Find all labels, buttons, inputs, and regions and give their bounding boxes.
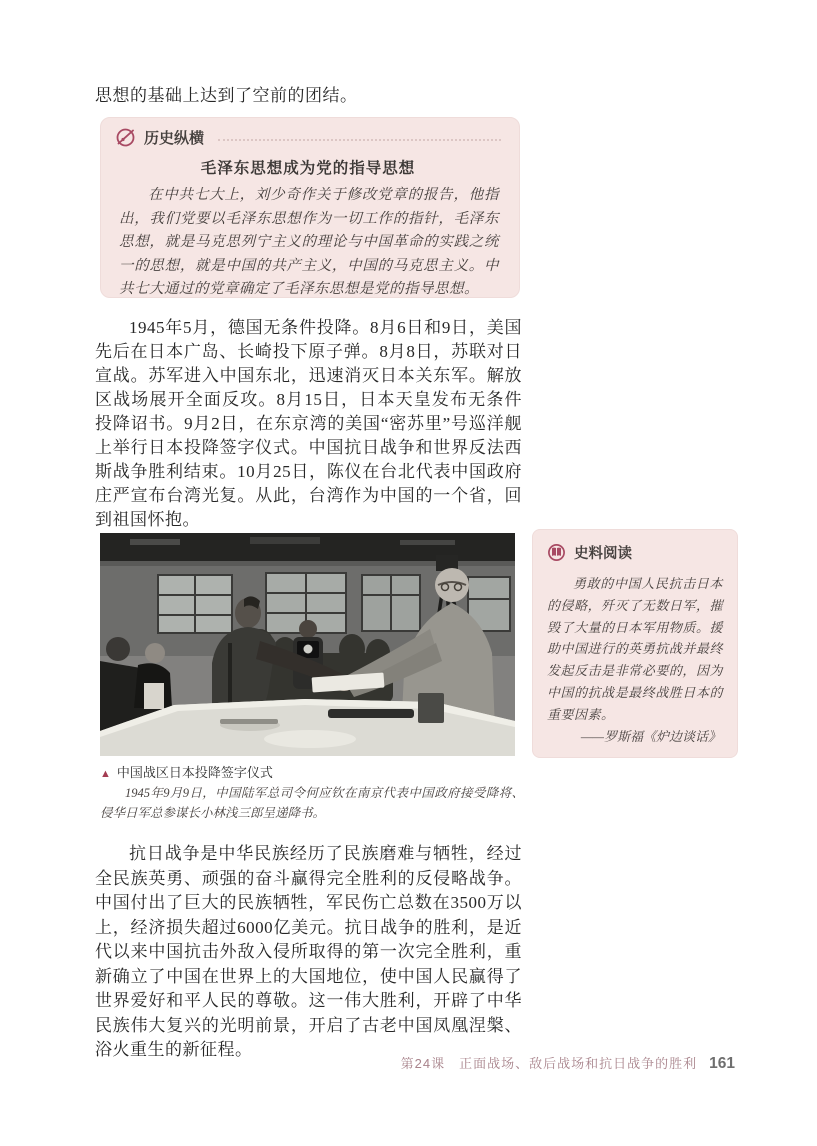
history-box-label: 历史纵横	[144, 130, 205, 147]
history-box-body: 在中共七大上，刘少奇作关于修改党章的报告，他指出，我们党要以毛泽东思想作为一切工作的指针，毛泽东思想，就是马克思列宁主义的理论与中国革命的实践之统一的思想，就是中国的共产主义，中国的马克思主义。中共七大通过的党章确定了毛泽东思想是党的指导思想。	[119, 187, 499, 297]
main-paragraph-1: 1945年5月，德国无条件投降。8月6日和9日，美国先后在日本广岛、长崎投下原子弹。8月8日，苏联对日宣战。苏军进入中国东北，迅速消灭日本关东军。解放区战场展开全面反攻。8月15日，日本天皇发布无条件投降诏书。9月2日，在东京湾的美国“密苏里”号巡洋舰上举行日本投降签字仪式。中国抗日战争和世界反法西斯战争胜利结束。10月25日，陈仪在台北代表中国政府庄严宣布台湾光复。从此，台湾作为中国的一个省，回到祖国怀抱。	[95, 318, 522, 529]
footer-page-number: 161	[709, 1055, 735, 1072]
surrender-photo-image	[100, 533, 515, 756]
source-box-body: 勇敢的中国人民抗击日本的侵略，歼灭了无数日军，摧毁了大量的日本军用物质。援助中国进行的英勇抗战并最终发起反击是非常必要的，因为中国的抗战是最终战胜日本的重要因素。	[547, 576, 723, 722]
source-reading-box	[532, 529, 738, 758]
source-box-label: 史料阅读	[574, 546, 632, 562]
source-box-attribution: ——罗斯福《炉边谈话》	[580, 728, 721, 744]
pen-circle-icon	[115, 127, 136, 148]
history-box-header	[115, 127, 501, 148]
open-book-icon	[547, 543, 566, 562]
footer-lesson-title: 正面战场、敌后战场和抗日战争的胜利	[459, 1056, 698, 1071]
history-sidebar-box	[100, 117, 520, 298]
page-footer	[401, 1053, 735, 1073]
photo-caption	[100, 762, 522, 781]
caption-triangle-marker: ▲	[100, 768, 111, 780]
photo-description: 1945年9月9日，中国陆军总司令何应钦在南京代表中国政府接受降将、侵华日军总参谋长小林浅三郎呈递降书。	[100, 786, 524, 820]
history-box-title: 毛泽东思想成为党的指导思想	[200, 160, 416, 177]
dotted-rule	[218, 139, 501, 141]
intro-line: 思想的基础上达到了空前的团结。	[95, 86, 358, 105]
source-box-header	[547, 542, 723, 563]
footer-lesson-number: 第24课	[400, 1056, 446, 1071]
photo-caption-text: 中国战区日本投降签字仪式	[116, 765, 273, 780]
surrender-photo	[100, 533, 515, 756]
main-paragraph-2: 抗日战争是中华民族经历了民族磨难与牺牲，经过全民族英勇、顽强的奋斗赢得完全胜利的反侵略战争。中国付出了巨大的民族牺牲，军民伤亡总数在3500万以上，经济损失超过6000亿美元。抗日战争的胜利，是近代以来中国抗击外敌入侵所取得的第一次完全胜利，重新确立了中国在世界上的大国地位，使中国人民赢得了世界爱好和平人民的尊敬。这一伟大胜利，开辟了中华民族伟大复兴的光明前景，开启了古老中国凤凰涅槃、浴火重生的新征程。	[95, 844, 522, 1059]
